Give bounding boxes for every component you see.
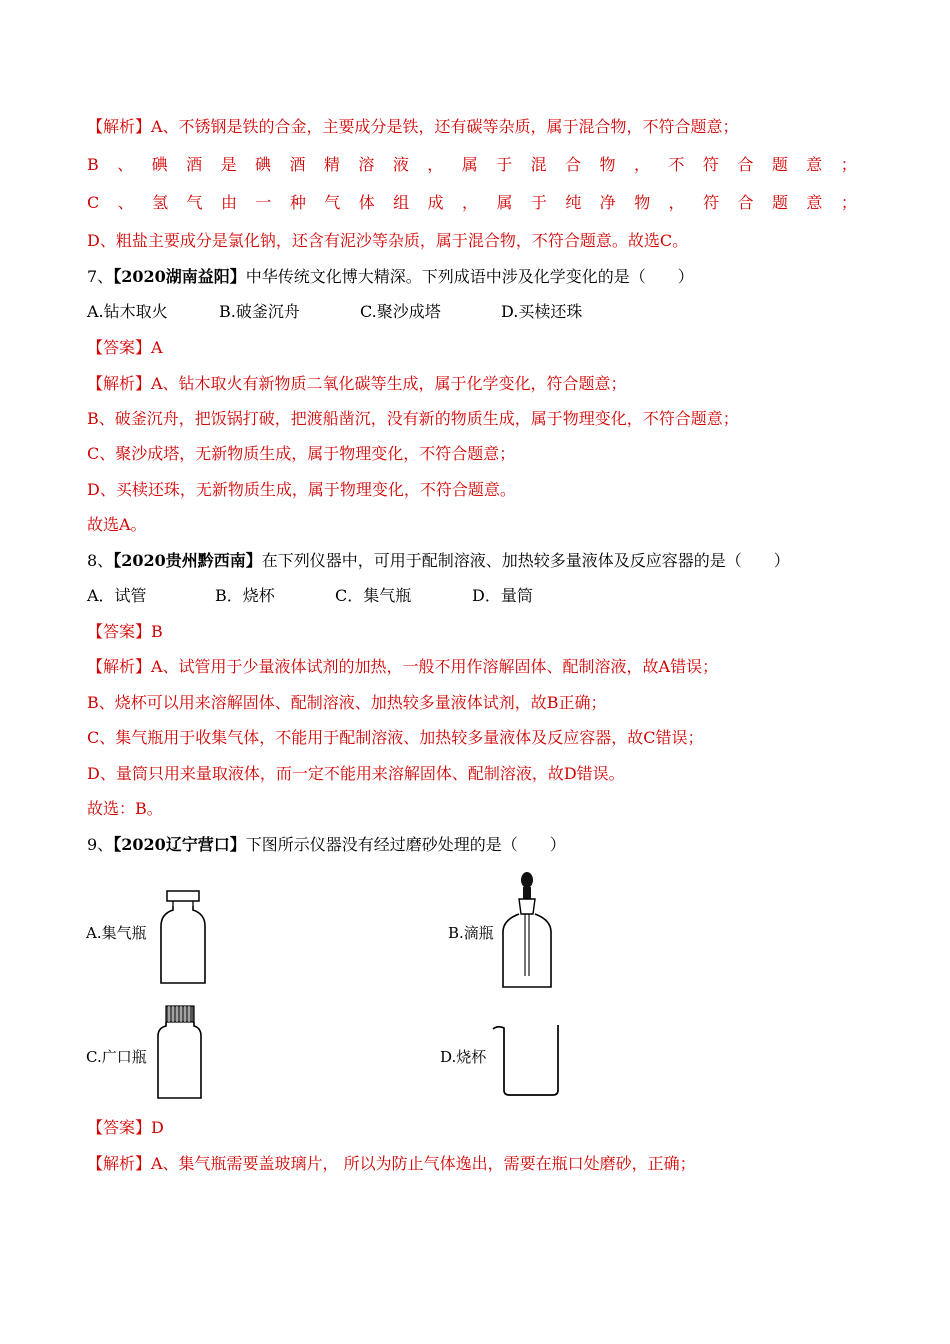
figure-d-label: D.烧杯	[440, 1048, 487, 1066]
figure-c-label: C.广口瓶	[86, 1048, 147, 1066]
justified-char: 于	[496, 155, 513, 174]
justified-char: 合	[565, 155, 582, 174]
dropper-bottle-figure	[499, 870, 555, 990]
q8-option-c: C．集气瓶	[335, 586, 412, 605]
justified-char: C	[87, 193, 100, 212]
q7-conclusion: 故选A。	[87, 515, 147, 534]
q7-option-b: B.破釜沉舟	[219, 302, 300, 321]
justified-char: 物	[634, 193, 651, 212]
justified-char: 溶	[358, 155, 375, 174]
figure-b-label: B.滴瓶	[448, 924, 494, 942]
wide-mouth-bottle-figure	[155, 1004, 205, 1100]
q7-analysis-c: C、聚沙成塔，无新物质生成，属于物理变化，不符合题意；	[87, 444, 516, 463]
justified-char: 是	[220, 155, 237, 174]
justified-char: 意	[806, 155, 823, 174]
q7-stem: 中华传统文化博大精深。下列成语中涉及化学变化的是（ ）	[245, 267, 694, 286]
q8-analysis-c: C、集气瓶用于收集气体，不能用于配制溶液、加热较多量液体及反应容器，故C错误；	[87, 728, 704, 747]
justified-char: 碘	[255, 155, 272, 174]
justified-char: 符	[703, 193, 720, 212]
q9-analysis-a: 【解析】A、集气瓶需要盖玻璃片， 所以为防止气体逸出，需要在瓶口处磨砂，正确；	[87, 1154, 696, 1173]
gas-bottle-figure	[155, 890, 215, 986]
q8-analysis-d: D、量筒只用来量取液体，而一定不能用来溶解固体、配制溶液，故D错误。	[87, 764, 625, 783]
justified-char: 属	[496, 193, 513, 212]
q9-answer: 【答案】D	[87, 1118, 164, 1137]
justified-char: 种	[289, 193, 306, 212]
q6-analysis-d: D、粗盐主要成分是氯化钠，还含有泥沙等杂质，属于混合物，不符合题意。故选C。	[87, 231, 689, 250]
justified-char: 氢	[152, 193, 169, 212]
justified-char: 净	[599, 193, 616, 212]
justified-char: 酒	[186, 155, 203, 174]
q7-source: 【2020湖南益阳】	[113, 267, 246, 286]
q7-option-a: A.钻木取火	[87, 302, 168, 321]
justified-char: ；	[840, 155, 857, 174]
q9-stem-line	[87, 835, 566, 855]
justified-char: B	[87, 155, 99, 174]
justified-char: 一	[255, 193, 272, 212]
justified-char: ，	[634, 155, 651, 174]
q8-option-d: D．量筒	[472, 586, 533, 605]
justified-char: 液	[392, 155, 409, 174]
q8-analysis-a: 【解析】A、试管用于少量液体试剂的加热，一般不用作溶解固体、配制溶液，故A错误；	[87, 657, 719, 676]
q9-number: 9、	[87, 835, 114, 854]
justified-char: 碘	[151, 155, 168, 174]
beaker-figure	[490, 1022, 566, 1098]
q7-answer: 【答案】A	[87, 338, 163, 357]
q8-stem: 在下列仪器中，可用于配制溶液、加热较多量液体及反应容器的是（ ）	[261, 551, 790, 570]
q8-option-b: B．烧杯	[215, 586, 275, 605]
justified-char: 组	[393, 193, 410, 212]
q7-analysis-d: D、买椟还珠，无新物质生成，属于物理变化，不符合题意。	[87, 480, 516, 499]
justified-char: 、	[117, 155, 134, 174]
justified-char: ；	[840, 193, 857, 212]
q7-analysis-b: B、破釜沉舟，把饭锅打破，把渡船凿沉，没有新的物质生成，属于物理变化，不符合题意；	[87, 409, 739, 428]
justified-char: 气	[186, 193, 203, 212]
justified-char: 合	[737, 155, 754, 174]
justified-char: 混	[530, 155, 547, 174]
justified-char: 物	[599, 155, 616, 174]
justified-char: 题	[771, 155, 788, 174]
q8-number: 8、	[87, 551, 114, 570]
justified-char: 符	[702, 155, 719, 174]
q9-stem: 下图所示仪器没有经过磨砂处理的是（ ）	[245, 835, 566, 854]
justified-char: 气	[324, 193, 341, 212]
q7-option-c: C.聚沙成塔	[360, 302, 441, 321]
q9-source: 【2020辽宁营口】	[113, 835, 246, 854]
justified-char: 意	[806, 193, 823, 212]
justified-char: 由	[220, 193, 237, 212]
justified-char: 精	[323, 155, 340, 174]
justified-char: 、	[117, 193, 134, 212]
justified-char: ，	[462, 193, 479, 212]
justified-char: 成	[427, 193, 444, 212]
justified-char: 体	[358, 193, 375, 212]
q7-number: 7、	[87, 267, 114, 286]
q7-stem-line	[87, 267, 694, 287]
q6-analysis-b	[87, 155, 857, 175]
justified-char: 纯	[565, 193, 582, 212]
justified-char: 不	[668, 155, 685, 174]
q8-source: 【2020贵州黔西南】	[113, 551, 262, 570]
q7-analysis-a: 【解析】A、钻木取火有新物质二氧化碳等生成，属于化学变化，符合题意；	[87, 374, 627, 393]
justified-char: ，	[668, 193, 685, 212]
q8-option-a: A．试管	[87, 586, 147, 605]
q8-stem-line	[87, 551, 790, 571]
justified-char: ，	[427, 155, 444, 174]
justified-char: 题	[771, 193, 788, 212]
figure-a-label: A.集气瓶	[86, 924, 147, 942]
q6-analysis-c	[87, 193, 857, 213]
q6-analysis-a: 【解析】A、不锈钢是铁的合金，主要成分是铁，还有碳等杂质，属于混合物，不符合题意；	[87, 117, 739, 136]
q8-answer: 【答案】B	[87, 622, 163, 641]
q8-analysis-b: B、烧杯可以用来溶解固体、配制溶液、加热较多量液体试剂，故B正确；	[87, 693, 607, 712]
justified-char: 于	[530, 193, 547, 212]
justified-char: 属	[461, 155, 478, 174]
justified-char: 合	[737, 193, 754, 212]
q8-conclusion: 故选：B。	[87, 799, 163, 818]
justified-char: 酒	[289, 155, 306, 174]
q7-option-d: D.买椟还珠	[501, 302, 583, 321]
